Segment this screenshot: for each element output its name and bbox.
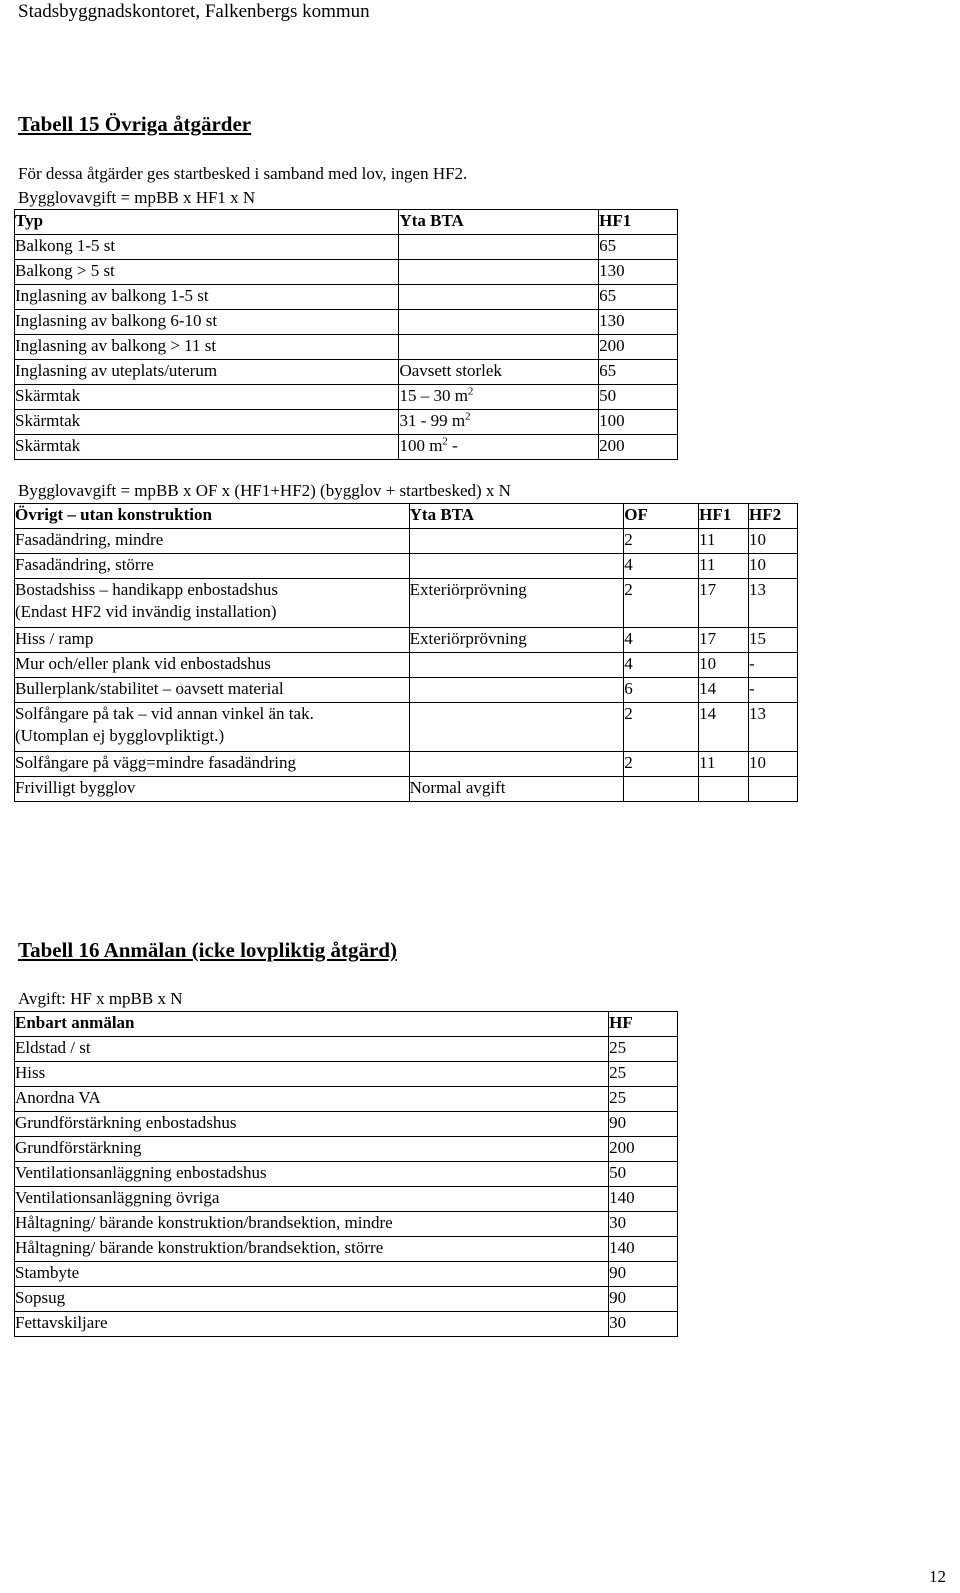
table15-formula2: Bygglovavgift = mpBB x OF x (HF1+HF2) (bygglov + startbesked) x N [18,481,511,500]
table-row [15,777,798,802]
table-row [15,752,798,777]
cell: Inglasning av balkong > 11 st [15,335,399,360]
cell: 130 [599,260,678,285]
table-row [15,285,678,310]
cell: 10 [749,529,798,554]
cell: 2 [624,703,699,752]
cell [399,410,599,435]
cell: 17 [699,579,749,628]
area-value: 100 m [399,436,443,455]
cell: 100 [599,410,678,435]
area-value: 15 – 30 m [399,386,468,405]
area-sup: 2 [442,435,448,448]
cell: Skärmtak [15,385,399,410]
cell: 200 [599,335,678,360]
cell: Grundförstärkning enbostadshus [15,1112,609,1137]
cell: Inglasning av uteplats/uterum [15,360,399,385]
cell [409,554,624,579]
table-row [15,703,798,752]
cell [409,752,624,777]
cell: Normal avgift [409,777,624,802]
area-value: 31 - 99 m [399,411,466,430]
header-cell: HF1 [699,504,749,529]
cell: - [749,653,798,678]
table-row [15,1187,678,1212]
cell: 200 [599,435,678,460]
cell [399,310,599,335]
cell [409,678,624,703]
cell: 4 [624,554,699,579]
header-cell: Typ [15,210,399,235]
cell: - [749,678,798,703]
cell: 11 [699,554,749,579]
cell: 10 [699,653,749,678]
cell: 25 [609,1037,678,1062]
table-row [15,260,678,285]
cell: Oavsett storlek [399,360,599,385]
table-header-row [15,504,798,529]
cell: 90 [609,1287,678,1312]
cell: Mur och/eller plank vid enbostadshus [15,653,410,678]
cell: Fettavskiljare [15,1312,609,1337]
cell [399,385,599,410]
cell: 13 [749,703,798,752]
cell [699,777,749,802]
cell: 14 [699,703,749,752]
cell: Stambyte [15,1262,609,1287]
cell [409,529,624,554]
table15-typ [14,209,678,460]
cell [399,285,599,310]
table-row [15,1137,678,1162]
header-cell: HF1 [599,210,678,235]
cell: 65 [599,235,678,260]
cell: 4 [624,628,699,653]
cell: Exteriörprövning [409,579,624,628]
table-row [15,1087,678,1112]
cell: 50 [599,385,678,410]
cell: Ventilationsanläggning övriga [15,1187,609,1212]
table16-formula: Avgift: HF x mpBB x N [18,989,183,1008]
cell: 140 [609,1187,678,1212]
header-cell: OF [624,504,699,529]
header-cell: Övrigt – utan konstruktion [15,504,410,529]
cell: 14 [699,678,749,703]
cell: 50 [609,1162,678,1187]
table15-ovrigt [14,503,798,802]
header-cell: Yta BTA [399,210,599,235]
table-row [15,235,678,260]
cell: 90 [609,1112,678,1137]
cell [399,235,599,260]
table-header-row [15,210,678,235]
cell: 2 [624,529,699,554]
cell [409,653,624,678]
cell: Skärmtak [15,435,399,460]
table-row [15,435,678,460]
table-row [15,310,678,335]
cell-line: Solfångare på tak – vid annan vinkel än tak. [15,704,314,723]
table-row [15,1112,678,1137]
cell: Inglasning av balkong 6-10 st [15,310,399,335]
cell: Frivilligt bygglov [15,777,410,802]
cell [399,435,599,460]
cell: Grundförstärkning [15,1137,609,1162]
cell: 15 [749,628,798,653]
header-cell: HF2 [749,504,798,529]
table-row [15,385,678,410]
cell: Håltagning/ bärande konstruktion/brandsektion, mindre [15,1212,609,1237]
cell: 90 [609,1262,678,1287]
table-row [15,1312,678,1337]
cell-line: (Endast HF2 vid invändig installation) [15,602,277,621]
table-row [15,529,798,554]
cell: 13 [749,579,798,628]
table-row [15,335,678,360]
cell: 65 [599,360,678,385]
header-cell: HF [609,1012,678,1037]
cell: Hiss / ramp [15,628,410,653]
cell: Anordna VA [15,1087,609,1112]
table-row [15,360,678,385]
cell: 65 [599,285,678,310]
cell: 17 [699,628,749,653]
cell: 30 [609,1312,678,1337]
table-row [15,653,798,678]
area-sup: 2 [467,385,474,398]
table-row [15,1037,678,1062]
cell: Eldstad / st [15,1037,609,1062]
page-number: 12 [929,1567,946,1586]
cell: Fasadändring, större [15,554,410,579]
cell: 6 [624,678,699,703]
cell: 130 [599,310,678,335]
cell: 2 [624,579,699,628]
cell: Balkong 1-5 st [15,235,399,260]
cell [749,777,798,802]
cell: Bullerplank/stabilitet – oavsett material [15,678,410,703]
table15-intro: För dessa åtgärder ges startbesked i samband med lov, ingen HF2. [18,164,468,183]
cell: Balkong > 5 st [15,260,399,285]
cell [15,703,410,752]
table-row [15,678,798,703]
table-row [15,1287,678,1312]
cell: Sopsug [15,1287,609,1312]
table-row [15,1212,678,1237]
table-row [15,628,798,653]
header-cell: Yta BTA [409,504,624,529]
cell [409,703,624,752]
cell: Ventilationsanläggning enbostadshus [15,1162,609,1187]
cell-line: (Utomplan ej bygglovpliktigt.) [15,726,225,745]
table-row [15,410,678,435]
cell [624,777,699,802]
cell: 4 [624,653,699,678]
cell: Fasadändring, mindre [15,529,410,554]
cell-line: Bostadshiss – handikapp enbostadshus [15,580,279,599]
area-tail: - [447,436,458,455]
cell: Exteriörprövning [409,628,624,653]
cell [399,335,599,360]
table15-title: Tabell 15 Övriga åtgärder [18,112,252,136]
table-row [15,1062,678,1087]
table16-anmalan [14,1011,678,1337]
table-row [15,1237,678,1262]
cell: Håltagning/ bärande konstruktion/brandsektion, större [15,1237,609,1262]
cell: 25 [609,1087,678,1112]
cell: 140 [609,1237,678,1262]
cell: Inglasning av balkong 1-5 st [15,285,399,310]
cell: 2 [624,752,699,777]
page-header: Stadsbyggnadskontoret, Falkenbergs kommun [18,1,370,22]
cell [399,260,599,285]
table-header-row [15,1012,678,1037]
header-cell: Enbart anmälan [15,1012,609,1037]
table-row [15,554,798,579]
table-row [15,579,798,628]
cell: 10 [749,554,798,579]
cell: 10 [749,752,798,777]
table-row [15,1162,678,1187]
area-sup: 2 [465,410,471,423]
cell: 25 [609,1062,678,1087]
cell: Solfångare på vägg=mindre fasadändring [15,752,410,777]
cell: 11 [699,752,749,777]
cell: Skärmtak [15,410,399,435]
table15-formula: Bygglovavgift = mpBB x HF1 x N [18,188,256,207]
cell [15,579,410,628]
cell: 11 [699,529,749,554]
cell: 200 [609,1137,678,1162]
cell: Hiss [15,1062,609,1087]
table16-title: Tabell 16 Anmälan (icke lovpliktig åtgärd) [18,938,398,962]
table-row [15,1262,678,1287]
cell: 30 [609,1212,678,1237]
